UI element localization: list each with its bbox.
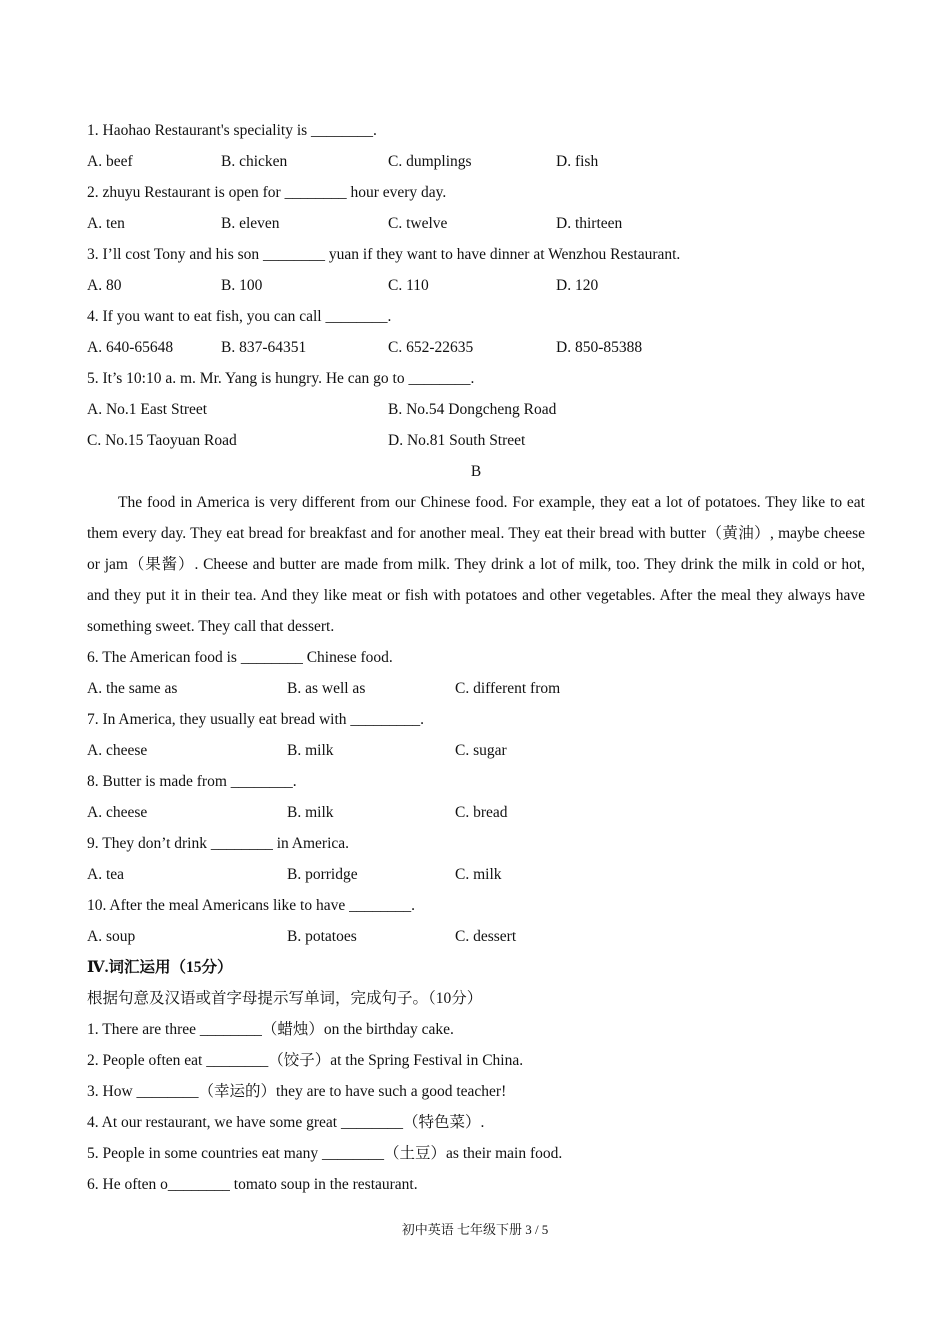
options-row bbox=[87, 673, 865, 704]
options-row bbox=[87, 208, 865, 239]
question-stem: 8. Butter is made from ________. bbox=[87, 773, 297, 790]
option: C. dumplings bbox=[388, 153, 472, 170]
vocab-item: 2. People often eat ________（饺子）at the Spring Festival in China. bbox=[87, 1052, 524, 1069]
option: A. the same as bbox=[87, 680, 178, 697]
option: D. thirteen bbox=[556, 215, 623, 232]
options-row bbox=[87, 394, 865, 425]
option: A. soup bbox=[87, 928, 136, 945]
question-stem: 9. They don’t drink ________ in America. bbox=[87, 835, 350, 852]
options-row bbox=[87, 797, 865, 828]
options-row bbox=[87, 921, 865, 952]
option: C. No.15 Taoyuan Road bbox=[87, 432, 237, 449]
option: B. 837-64351 bbox=[221, 339, 307, 356]
question-stem: 7. In America, they usually eat bread with _________. bbox=[87, 711, 425, 728]
vocab-item: 4. At our restaurant, we have some great ________（特色菜）. bbox=[87, 1114, 485, 1131]
options-row bbox=[87, 146, 865, 177]
option: C. 110 bbox=[388, 277, 429, 294]
options-row bbox=[87, 270, 865, 301]
question-stem: 2. zhuyu Restaurant is open for ________ hour every day. bbox=[87, 184, 447, 201]
option: C. different from bbox=[455, 680, 561, 697]
option: C. twelve bbox=[388, 215, 448, 232]
vocab-item: 5. People in some countries eat many ________（土豆）as their main food. bbox=[87, 1145, 563, 1162]
option: C. dessert bbox=[455, 928, 517, 945]
options-row bbox=[87, 425, 865, 456]
option: D. 850-85388 bbox=[556, 339, 643, 356]
option: B. milk bbox=[287, 804, 334, 821]
option: A. No.1 East Street bbox=[87, 401, 208, 418]
reading-passage: The food in America is very different from our Chinese food. For example, they eat a lot of potatoes. They like to eat them every day. They eat bread for breakfast and for another meal. They eat their bread with butter（黄油）, maybe cheese or jam（果酱）. Cheese and butter are made from milk. They drink a lot of milk, too. They drink the milk in cold or hot, and they put it in their tea. And they like meat or fish with potatoes and other vegetables. After the meal they always have something sweet. They call that dessert. bbox=[87, 494, 865, 635]
option: B. chicken bbox=[221, 153, 288, 170]
vocab-item: 6. He often o________ tomato soup in the restaurant. bbox=[87, 1176, 418, 1193]
option: B. No.54 Dongcheng Road bbox=[388, 401, 557, 418]
options-row bbox=[87, 332, 865, 363]
question-stem: 1. Haohao Restaurant's speciality is ________. bbox=[87, 122, 377, 139]
option: B. milk bbox=[287, 742, 334, 759]
vocab-item: 3. How ________（幸运的）they are to have such a good teacher! bbox=[87, 1083, 507, 1100]
question-stem: 4. If you want to eat fish, you can call ________. bbox=[87, 308, 392, 325]
option: A. 640-65648 bbox=[87, 339, 174, 356]
section-instruction: 根据句意及汉语或首字母提示写单词，完成句子。（10分） bbox=[87, 990, 483, 1007]
option: D. No.81 South Street bbox=[388, 432, 526, 449]
section-title: Ⅳ.词汇运用（15分） bbox=[87, 959, 233, 976]
option: B. 100 bbox=[221, 277, 263, 294]
options-row bbox=[87, 859, 865, 890]
option: A. cheese bbox=[87, 742, 148, 759]
option: B. eleven bbox=[221, 215, 280, 232]
question-stem: 5. It’s 10:10 a. m. Mr. Yang is hungry. He can go to ________. bbox=[87, 370, 475, 387]
option: A. ten bbox=[87, 215, 125, 232]
options-row bbox=[87, 735, 865, 766]
option: A. tea bbox=[87, 866, 125, 883]
option: A. cheese bbox=[87, 804, 148, 821]
option: C. bread bbox=[455, 804, 508, 821]
option: B. as well as bbox=[287, 680, 366, 697]
option: B. porridge bbox=[287, 866, 358, 883]
section-heading: B bbox=[470, 463, 482, 480]
worksheet-page bbox=[87, 115, 865, 1200]
vocab-item: 1. There are three ________（蜡烛）on the birthday cake. bbox=[87, 1021, 454, 1038]
question-stem: 3. I’ll cost Tony and his son ________ yuan if they want to have dinner at Wenzhou Restaurant. bbox=[87, 246, 681, 263]
question-stem: 6. The American food is ________ Chinese food. bbox=[87, 649, 393, 666]
option: D. fish bbox=[556, 153, 599, 170]
option: C. sugar bbox=[455, 742, 507, 759]
question-stem: 10. After the meal Americans like to have ________. bbox=[87, 897, 415, 914]
option: B. potatoes bbox=[287, 928, 357, 945]
option: A. 80 bbox=[87, 277, 122, 294]
option: C. 652-22635 bbox=[388, 339, 474, 356]
option: C. milk bbox=[455, 866, 502, 883]
option: D. 120 bbox=[556, 277, 599, 294]
option: A. beef bbox=[87, 153, 133, 170]
page-footer: 初中英语 七年级下册 3 / 5 bbox=[401, 1222, 549, 1237]
